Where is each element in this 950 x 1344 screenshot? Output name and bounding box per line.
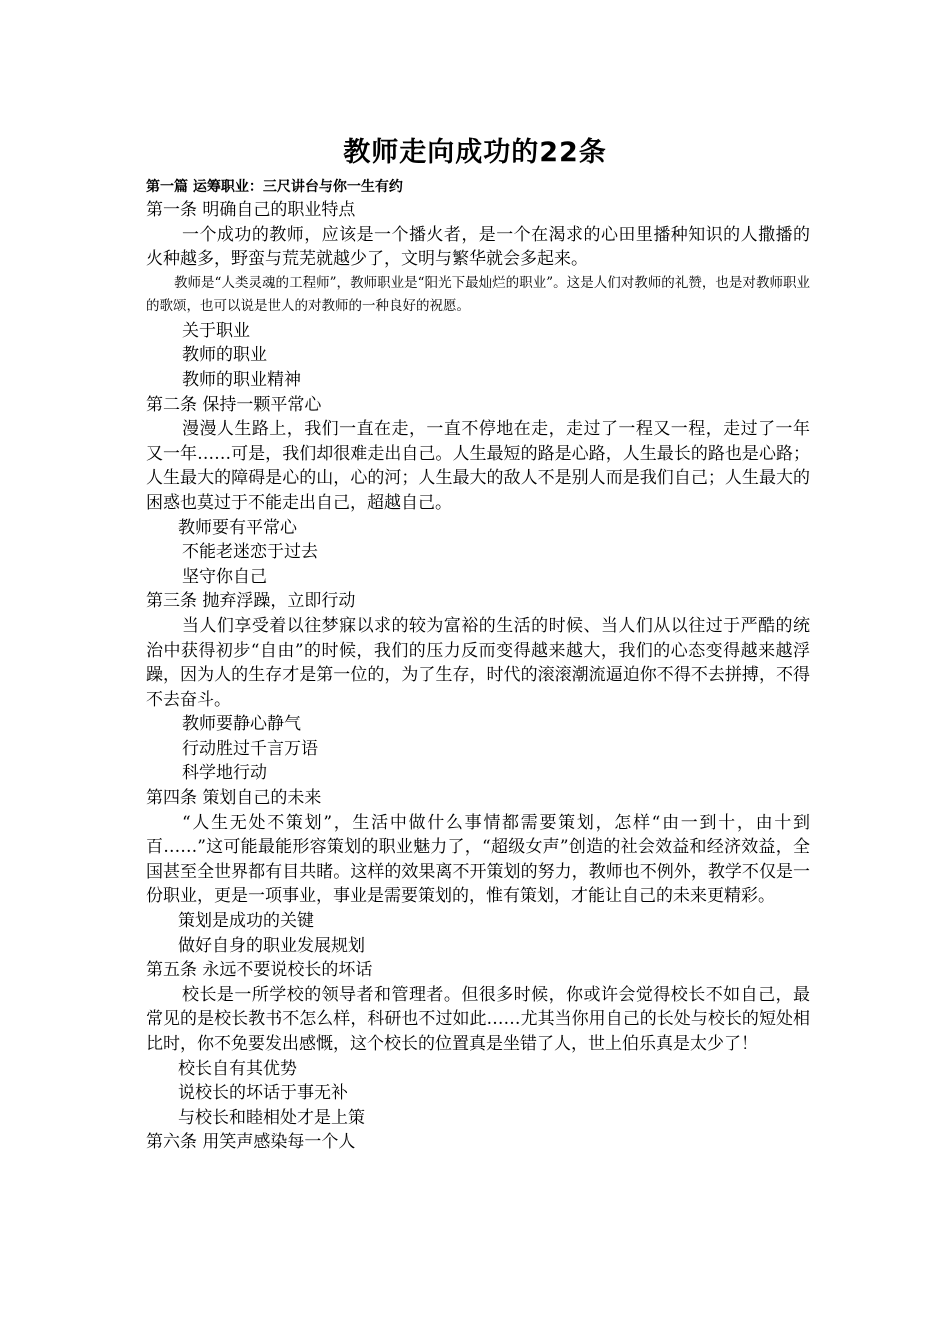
section-item: 教师的职业 xyxy=(182,345,267,366)
section-paragraph: 校长是一所学校的领导者和管理者。但很多时候，你或许会觉得校长不如自己，最常见的是校长教书不怎么样，科研也不过如此……尤其当你用自己的长处与校长的短处相比时，你不免要发出感慨，这个校长的位置真是坐错了人，世上伯乐真是太少了！ xyxy=(146,984,810,1054)
section-item: 校长自有其优势 xyxy=(178,1058,297,1079)
section-item: 坚守你自己 xyxy=(182,566,267,587)
section-heading: 第四条 策划自己的未来 xyxy=(146,788,322,809)
section-paragraph: 一个成功的教师，应该是一个播火者，是一个在渴求的心田里播种知识的人撒播的火种越多，野蛮与荒芜就越少了，文明与繁华就会多起来。 xyxy=(146,224,810,270)
section-item: 教师要有平常心 xyxy=(178,517,297,538)
section-paragraph: 当人们享受着以往梦寐以求的较为富裕的生活的时候、当人们从以往过于严酷的统治中获得初步“自由”的时候，我们的压力反而变得越来越大，我们的心态变得越来越浮躁，因为人的生存才是第一位的，为了生存，时代的滚滚潮流逼迫你不得不去拼搏，不得不去奋斗。 xyxy=(146,615,810,710)
section-heading: 第三条 抛弃浮躁，立即行动 xyxy=(146,591,356,612)
section-heading: 第五条 永远不要说校长的坏话 xyxy=(146,960,373,981)
section-item: 关于职业 xyxy=(182,320,250,341)
section-paragraph: “人生无处不策划”，生活中做什么事情都需要策划，怎样“由一到十，由十到百……”这可能最能形容策划的职业魅力了，“超级女声”创造的社会效益和经济效益，全国甚至全世界都有目共睹。这样的效果离不开策划的努力，教师也不例外，教学不仅是一份职业，更是一项事业，事业是需要策划的，惟有策划，才能让自己的未来更精彩。 xyxy=(146,812,810,907)
section-item: 行动胜过千言万语 xyxy=(182,738,318,759)
section-item: 科学地行动 xyxy=(182,763,267,784)
section-item: 不能老迷恋于过去 xyxy=(182,542,318,563)
section-item: 说校长的坏话于事无补 xyxy=(178,1083,348,1104)
section-small-paragraph: 教师是“人类灵魂的工程师”，教师职业是“阳光下最灿烂的职业”。这是人们对教师的礼赞，也是对教师职业的歌颂，也可以说是世人的对教师的一种良好的祝愿。 xyxy=(146,274,810,315)
document-body xyxy=(146,198,810,1155)
section-heading: 第六条 用笑声感染每一个人 xyxy=(146,1132,356,1153)
section-item: 策划是成功的关键 xyxy=(178,911,314,932)
document-title: 教师走向成功的22条 xyxy=(343,137,607,168)
section-heading: 第二条 保持一颗平常心 xyxy=(146,394,322,415)
section-heading: 第一条 明确自己的职业特点 xyxy=(146,200,356,220)
part-heading: 第一篇 运筹职业：三尺讲台与你一生有约 xyxy=(146,179,403,195)
section-paragraph: 漫漫人生路上，我们一直在走，一直不停地在走，走过了一程又一程，走过了一年又一年……可是，我们却很难走出自己。人生最短的路是心路，人生最长的路也是心路；人生最大的障碍是心的山，心的河；人生最大的敌人不是别人而是我们自己；人生最大的困惑也莫过于不能走出自己，超越自己。 xyxy=(146,419,810,513)
section-item: 教师的职业精神 xyxy=(182,369,301,390)
section-item: 教师要静心静气 xyxy=(182,714,301,735)
section-item: 与校长和睦相处才是上策 xyxy=(178,1107,365,1128)
section-item: 做好自身的职业发展规划 xyxy=(178,935,365,956)
